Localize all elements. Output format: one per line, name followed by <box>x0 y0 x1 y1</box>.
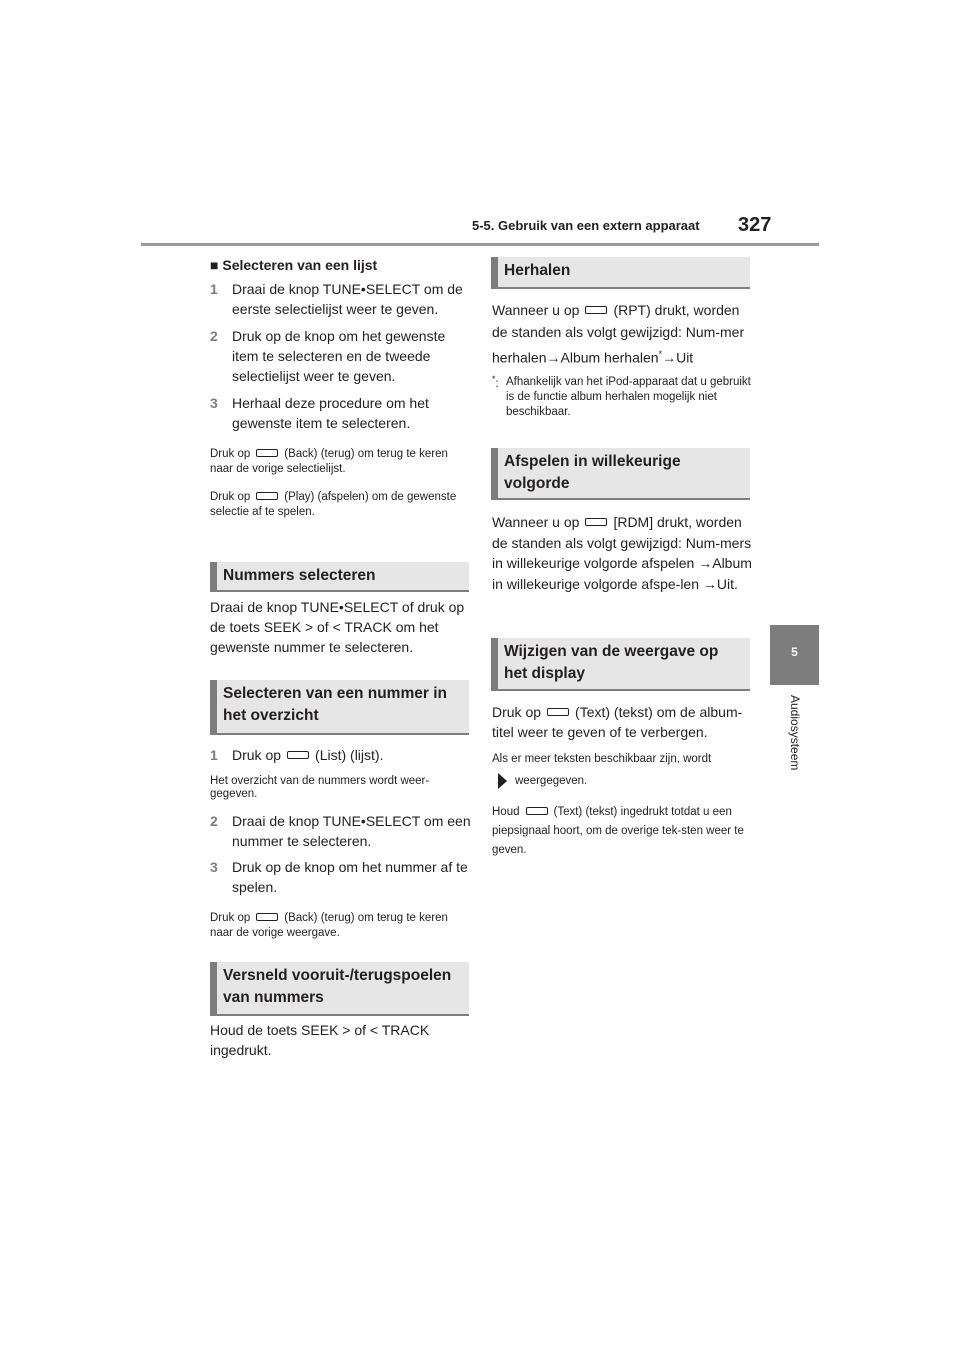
text-button-icon <box>547 708 569 716</box>
back-button-icon <box>256 449 278 457</box>
step-item: 2 Druk op de knop om het gewenste item te selecteren en de tweede selectielijst weer te geven. <box>210 328 446 384</box>
footnote: *: Afhankelijk van het iPod-apparaat dat u gebruikt is de functie album herhalen mogelijk niet beschikbaar. <box>492 373 751 418</box>
tracks-text: Draai de knop TUNE•SELECT of druk op de toets SEEK > of < TRACK om het gewenste nummer te selecteren. <box>210 599 465 655</box>
back-button-icon <box>256 913 278 921</box>
header-divider <box>141 243 819 246</box>
overview-steps <box>210 745 472 941</box>
random-text: Wanneer u op [RDM] drukt, worden de standen als volgt gewijzigd: Num-mers in willekeurige volgorde afspelen →Album in willekeurige volgorde afspe-len →Uit. <box>492 514 752 592</box>
step-item: 1 Draai de knop TUNE•SELECT om de eerste selectielijst weer te geven. <box>210 281 463 317</box>
step-item: 1 Druk op (List) (lijst). <box>210 747 384 763</box>
note-overview: Het overzicht van de nummers wordt weer-gegeven. <box>210 775 430 800</box>
rdm-button-icon <box>585 518 607 526</box>
display-text: Druk op (Text) (tekst) om de album-titel weer te geven of te verbergen. Als er meer teksten beschikbaar zijn, wordt weergegeven. Houd (Text) (tekst) ingedrukt totdat u een piepsignaal hoort, om de overige tek-sten weer te geven. <box>492 702 754 860</box>
text-button-icon <box>526 807 548 815</box>
chapter-label: Audiosysteem <box>788 695 802 771</box>
note-play: Druk op (Play) (afspelen) om de gewenste selectie af te spelen. <box>210 491 457 518</box>
section-box-display: Wijzigen van de weergave op het display <box>491 638 750 691</box>
step-item: 3 Druk op de knop om het nummer af te spelen. <box>210 859 468 895</box>
repeat-text: Wanneer u op (RPT) drukt, worden de standen als volgt gewijzigd: Num-mer herhalen→Album herhalen*→Uit *: Afhankelijk van het iPod-apparaat dat u gebruikt is de functie album herhalen mogelijk niet beschikbaar. <box>492 299 754 420</box>
rpt-button-icon <box>585 306 607 314</box>
section-box-tracks: Nummers selecteren <box>210 562 469 592</box>
play-button-icon <box>256 492 278 500</box>
display-note-hold: Houd (Text) (tekst) ingedrukt totdat u een piepsignaal hoort, om de overige tek-sten weer te geven. <box>492 806 744 857</box>
page-number: 327 <box>738 214 772 236</box>
section-box-random: Afspelen in willekeurige volgorde <box>491 448 750 500</box>
section-box-ffrew: Versneld vooruit-/terugspoelen van nummers <box>210 962 469 1016</box>
step-item: 3 Herhaal deze procedure om het gewenste item te selecteren. <box>210 395 429 431</box>
note-back-overview: Druk op (Back) (terug) om terug te keren naar de vorige weergave. <box>210 912 448 939</box>
section-header: 5-5. Gebruik van een extern apparaat <box>472 218 700 233</box>
display-note: Als er meer teksten beschikbaar zijn, wordt <box>492 753 712 765</box>
step-item: 2 Draai de knop TUNE•SELECT om een nummer te selecteren. <box>210 813 471 849</box>
left-column-top <box>210 255 472 520</box>
ffrew-text: Houd de toets SEEK > of < TRACK ingedrukt. <box>210 1022 430 1058</box>
more-text-arrow-icon <box>498 773 507 789</box>
chapter-tab: 5 <box>770 625 819 685</box>
section-box-repeat: Herhalen <box>491 257 750 289</box>
display-note-indicator: weergegeven. <box>492 773 754 789</box>
section-box-overview: Selecteren van een nummer in het overzicht <box>210 680 469 735</box>
list-button-icon <box>287 751 309 759</box>
note-back: Druk op (Back) (terug) om terug te keren naar de vorige selectielijst. <box>210 448 448 475</box>
subheading-select-list: ■ Selecteren van een lijst <box>210 257 378 273</box>
